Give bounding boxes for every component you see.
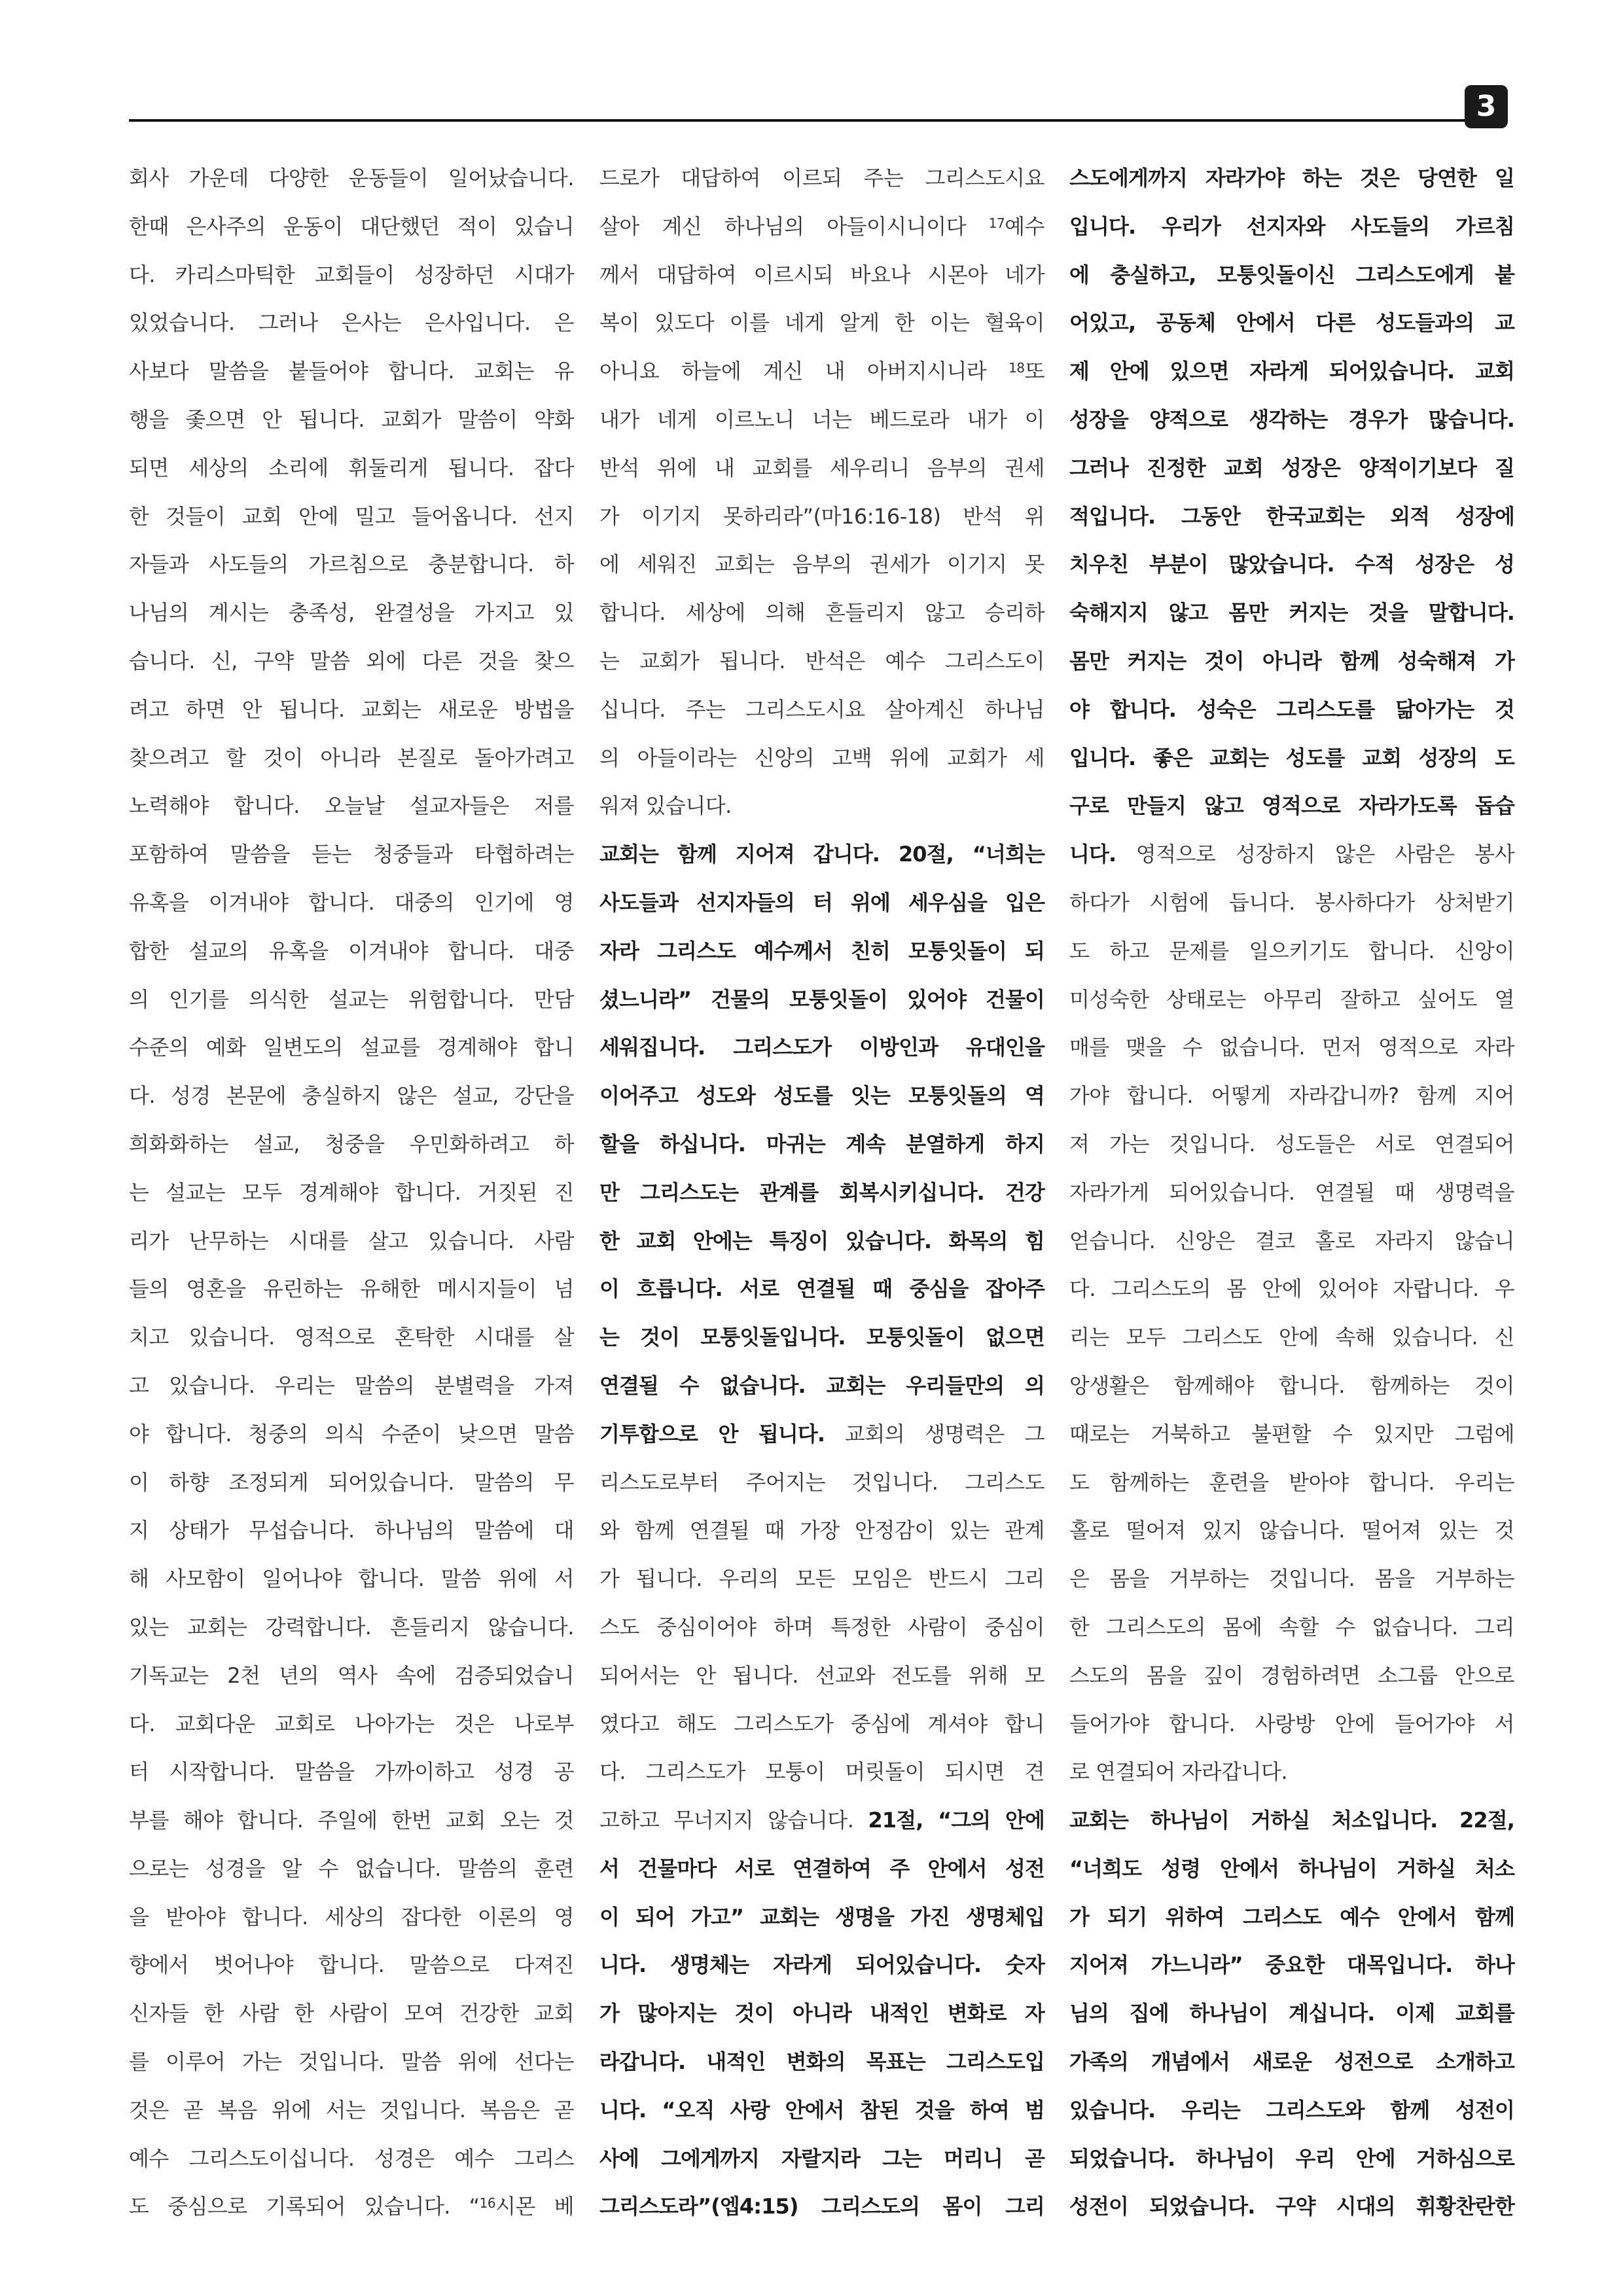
text-line bbox=[599, 976, 1044, 1024]
line-text: 다. 교회다운 교회로 나아가는 것은 나로부 bbox=[129, 1711, 574, 1736]
line-text: 있었습니다. 그러나 은사는 은사입니다. 은 bbox=[129, 310, 574, 336]
line-text: 이 되어 가고” 교회는 생명을 가진 생명체입 bbox=[599, 1904, 1044, 1929]
line-text: 가 되기 위하여 그리스도 예수 안에서 함께 bbox=[1069, 1904, 1514, 1929]
text-line bbox=[599, 1604, 1044, 1652]
text-line bbox=[129, 1314, 574, 1362]
text-line bbox=[1069, 1555, 1514, 1604]
text-line bbox=[129, 541, 574, 589]
line-text: 입니다. 우리가 선지자와 사도들의 가르침 bbox=[1069, 213, 1514, 239]
text-line bbox=[1069, 154, 1514, 203]
line-text: 도 하고 문제를 일으키기도 합니다. 신앙이 bbox=[1069, 938, 1514, 963]
text-line bbox=[1069, 1072, 1514, 1121]
line-text: 어있고, 공동체 안에서 다른 성도들과의 교 bbox=[1069, 310, 1514, 336]
text-line bbox=[599, 1121, 1044, 1169]
line-text: 아니요 하늘에 계신 내 아버지시니라 bbox=[599, 359, 1009, 384]
text-line bbox=[129, 1265, 574, 1314]
text-line bbox=[129, 2183, 574, 2231]
text-line bbox=[129, 1362, 574, 1410]
text-line bbox=[599, 1797, 1044, 1845]
verse-number: 18 bbox=[1008, 360, 1025, 376]
line-text: 부를 해야 합니다. 주일에 한번 교회 오는 것 bbox=[129, 1808, 574, 1833]
line-text: 니다. “오직 사랑 안에서 참된 것을 하여 범 bbox=[599, 2097, 1044, 2123]
text-line bbox=[129, 348, 574, 396]
line-text: 워져 있습니다. bbox=[599, 793, 732, 819]
text-line bbox=[129, 782, 574, 831]
text-line bbox=[129, 1217, 574, 1266]
text-line bbox=[129, 1507, 574, 1555]
text-line bbox=[129, 1700, 574, 1749]
text-line bbox=[599, 1507, 1044, 1555]
line-text: 기투합으로 안 됩니다. bbox=[599, 1421, 825, 1446]
text-line bbox=[599, 493, 1044, 541]
line-text: 노력해야 합니다. 오늘날 설교자들은 저를 bbox=[129, 793, 574, 819]
text-line bbox=[599, 2038, 1044, 2087]
text-line bbox=[599, 396, 1044, 444]
text-line bbox=[1069, 2087, 1514, 2135]
line-text: 찾으려고 할 것이 아니라 본질로 돌아가려고 bbox=[129, 745, 574, 770]
text-line bbox=[129, 1845, 574, 1893]
text-line bbox=[129, 251, 574, 300]
line-text: 리가 난무하는 시대를 살고 있습니다. 사람 bbox=[129, 1228, 574, 1253]
text-line bbox=[129, 1169, 574, 1217]
text-line bbox=[599, 1941, 1044, 1990]
line-text: 다. 성경 본문에 충실하지 않은 설교, 강단을 bbox=[129, 1083, 574, 1109]
line-text: 의 아들이라는 신앙의 고백 위에 교회가 세 bbox=[599, 745, 1044, 770]
text-line bbox=[1069, 1507, 1514, 1555]
text-line bbox=[599, 2183, 1044, 2231]
line-text: 지 상태가 무섭습니다. 하나님의 말씀에 대 bbox=[129, 1518, 574, 1543]
text-line bbox=[129, 927, 574, 976]
text-line bbox=[599, 734, 1044, 783]
text-line bbox=[129, 396, 574, 444]
line-text: 자라가게 되어있습니다. 연결될 때 생명력을 bbox=[1069, 1179, 1514, 1205]
text-line bbox=[1069, 1410, 1514, 1459]
text-line bbox=[129, 734, 574, 783]
text-line bbox=[1069, 637, 1514, 686]
text-line bbox=[1069, 1652, 1514, 1700]
text-line bbox=[129, 493, 574, 541]
line-text: 는 것이 모퉁잇돌입니다. 모퉁잇돌이 없으면 bbox=[599, 1325, 1044, 1350]
line-text: 로 연결되어 자라갑니다. bbox=[1069, 1759, 1288, 1785]
line-text: 행을 좇으면 안 됩니다. 교회가 말씀이 약화 bbox=[129, 406, 574, 432]
text-line bbox=[129, 1121, 574, 1169]
line-text: 그리스도라”(엡4:15) 그리스도의 몸이 그리 bbox=[599, 2194, 1044, 2219]
line-text: 유혹을 이겨내야 합니다. 대중의 인기에 영 bbox=[129, 889, 574, 915]
text-line bbox=[129, 1410, 574, 1459]
text-line bbox=[129, 1604, 574, 1652]
line-text: 은 몸을 거부하는 것입니다. 몸을 거부하는 bbox=[1069, 1566, 1514, 1592]
line-text: 가야 합니다. 어떻게 자라갑니까? 함께 지어 bbox=[1069, 1083, 1514, 1109]
text-line bbox=[1069, 348, 1514, 396]
text-line bbox=[129, 686, 574, 734]
text-line bbox=[599, 2135, 1044, 2183]
line-text: 몸만 커지는 것이 아니라 함께 성숙해져 가 bbox=[1069, 648, 1514, 673]
text-line bbox=[599, 1893, 1044, 1942]
text-line bbox=[1069, 1700, 1514, 1749]
line-text: 기독교는 2천 년의 역사 속에 검증되었습니 bbox=[129, 1662, 574, 1688]
line-text: 의 인기를 의식한 설교는 위험합니다. 만담 bbox=[129, 986, 574, 1012]
text-line bbox=[599, 1362, 1044, 1410]
line-text: 가 많아지는 것이 아니라 내적인 변화로 자 bbox=[599, 2001, 1044, 2026]
text-line bbox=[599, 1169, 1044, 1217]
text-line bbox=[1069, 444, 1514, 493]
text-line bbox=[599, 1217, 1044, 1266]
line-text: 니다. 생명체는 자라게 되어있습니다. 숫자 bbox=[599, 1952, 1044, 1978]
text-line bbox=[1069, 1459, 1514, 1507]
line-text: 때로는 거북하고 불편할 수 있지만 그럼에 bbox=[1069, 1421, 1514, 1446]
line-text: 입니다. 좋은 교회는 성도를 교회 성장의 도 bbox=[1069, 745, 1514, 770]
line-text: 십니다. 주는 그리스도시요 살아계신 하나님 bbox=[599, 696, 1044, 722]
line-text: 를 이루어 가는 것입니다. 말씀 위에 선다는 bbox=[129, 2049, 574, 2075]
line-text: 지어져 가느니라” 중요한 대목입니다. 하나 bbox=[1069, 1952, 1514, 1978]
line-text: 치우친 부분이 많았습니다. 수적 성장은 성 bbox=[1069, 552, 1514, 577]
line-text: 나님의 계시는 충족성, 완결성을 가지고 있 bbox=[129, 600, 574, 626]
text-line bbox=[129, 589, 574, 637]
line-text: 니다. bbox=[1069, 842, 1116, 867]
text-line bbox=[1069, 1169, 1514, 1217]
line-text: 매를 맺을 수 없습니다. 먼저 영적으로 자라 bbox=[1069, 1035, 1514, 1060]
text-line bbox=[599, 1555, 1044, 1604]
text-line bbox=[129, 1024, 574, 1072]
text-line bbox=[1069, 782, 1514, 831]
line-text: 만 그리스도는 관계를 회복시키십니다. 건강 bbox=[599, 1179, 1044, 1205]
line-text: 살아 계신 하나님의 아들이시니이다 bbox=[599, 213, 989, 239]
text-line bbox=[129, 976, 574, 1024]
line-text: 도 중심으로 기록되어 있습니다. “ bbox=[129, 2194, 480, 2219]
text-line bbox=[599, 1748, 1044, 1797]
line-text: 셨느니라” 건물의 모퉁잇돌이 있어야 건물이 bbox=[599, 986, 1044, 1012]
line-text: 교회는 하나님이 거하실 처소입니다. 22절, bbox=[1069, 1808, 1514, 1833]
text-line bbox=[1069, 396, 1514, 444]
line-text: 이어주고 성도와 성도를 잇는 모퉁잇돌의 역 bbox=[599, 1083, 1044, 1109]
line-text: 한때 은사주의 운동이 대단했던 적이 있습니 bbox=[129, 213, 574, 239]
line-text: 세워집니다. 그리스도가 이방인과 유대인을 bbox=[599, 1035, 1044, 1060]
line-text: 가 됩니다. 우리의 모든 모임은 반드시 그리 bbox=[599, 1566, 1044, 1592]
line-text: 님의 집에 하나님이 계십니다. 이제 교회를 bbox=[1069, 2001, 1514, 2026]
line-text: 스도 중심이어야 하며 특정한 사람이 중심이 bbox=[599, 1614, 1044, 1640]
text-line bbox=[129, 1941, 574, 1990]
line-text: 는 교회가 됩니다. 반석은 예수 그리스도이 bbox=[599, 648, 1044, 673]
text-line bbox=[129, 1652, 574, 1700]
line-text: 리스도로부터 주어지는 것입니다. 그리스도 bbox=[599, 1469, 1044, 1495]
line-text: 신자들 한 사람 한 사람이 모여 건강한 교회 bbox=[129, 2001, 574, 2026]
text-line bbox=[129, 1072, 574, 1121]
text-line bbox=[1069, 203, 1514, 251]
line-text: 회사 가운데 다양한 운동들이 일어났습니다. bbox=[129, 166, 574, 190]
line-text: 리는 모두 그리스도 안에 속해 있습니다. 신 bbox=[1069, 1325, 1514, 1350]
line-text: 가족의 개념에서 새로운 성전으로 소개하고 bbox=[1069, 2049, 1514, 2075]
text-line bbox=[1069, 493, 1514, 541]
line-text-tail: 교회의 생명력은 그 bbox=[825, 1421, 1044, 1446]
line-text: 희화화하는 설교, 청중을 우민화하려고 하 bbox=[129, 1131, 574, 1157]
column-right bbox=[1069, 154, 1514, 2231]
text-line bbox=[129, 1459, 574, 1507]
line-text: 향에서 벗어나야 합니다. 말씀으로 다져진 bbox=[129, 1952, 574, 1978]
text-line bbox=[599, 1700, 1044, 1749]
line-text: 성전이 되었습니다. 구약 시대의 휘황찬란한 bbox=[1069, 2194, 1514, 2219]
line-text: 것은 곧 복음 위에 서는 것입니다. 복음은 곧 bbox=[129, 2097, 574, 2123]
text-line bbox=[599, 444, 1044, 493]
line-text: 미성숙한 상태로는 아무리 잘하고 싶어도 열 bbox=[1069, 986, 1514, 1012]
line-text: 복이 있도다 이를 네게 알게 한 이는 혈육이 bbox=[599, 310, 1044, 336]
text-line bbox=[599, 879, 1044, 927]
line-text: 되면 세상의 소리에 휘둘리게 됩니다. 잡다 bbox=[129, 455, 574, 480]
text-line bbox=[1069, 1990, 1514, 2038]
text-line bbox=[599, 2087, 1044, 2135]
line-text: 다. 그리스도가 모퉁이 머릿돌이 되시면 견 bbox=[599, 1759, 1044, 1785]
line-text: 할을 하십니다. 마귀는 계속 분열하게 하지 bbox=[599, 1131, 1044, 1157]
line-text-bold: 21절, “그의 안에 bbox=[868, 1808, 1044, 1833]
text-line bbox=[599, 348, 1044, 396]
line-text: 제 안에 있으면 자라게 되어있습니다. 교회 bbox=[1069, 359, 1514, 384]
line-text: 고하고 무너지지 않습니다. bbox=[599, 1808, 868, 1833]
text-line bbox=[129, 1797, 574, 1845]
text-line bbox=[1069, 1797, 1514, 1845]
text-line bbox=[1069, 879, 1514, 927]
text-line bbox=[129, 299, 574, 348]
line-text: 라갑니다. 내적인 변화의 목표는 그리스도입 bbox=[599, 2049, 1044, 2075]
text-line bbox=[599, 541, 1044, 589]
line-text: 연결될 수 없습니다. 교회는 우리들만의 의 bbox=[599, 1372, 1044, 1398]
text-line bbox=[1069, 1893, 1514, 1942]
text-line bbox=[129, 637, 574, 686]
line-text: 사도들과 선지자들의 터 위에 세우심을 입은 bbox=[599, 889, 1044, 915]
text-line bbox=[599, 1265, 1044, 1314]
line-text: 성장을 양적으로 생각하는 경우가 많습니다. bbox=[1069, 406, 1514, 432]
text-line bbox=[1069, 1314, 1514, 1362]
text-line bbox=[599, 782, 1044, 831]
line-text: 드로가 대답하여 이르되 주는 그리스도시요 bbox=[599, 166, 1044, 190]
text-line bbox=[599, 637, 1044, 686]
text-line bbox=[599, 1990, 1044, 2038]
line-text: 야 합니다. 성숙은 그리스도를 닮아가는 것 bbox=[1069, 696, 1514, 722]
text-line bbox=[1069, 589, 1514, 637]
line-text: 와 함께 연결될 때 가장 안정감이 있는 관계 bbox=[599, 1518, 1044, 1543]
text-line bbox=[129, 879, 574, 927]
line-text: 자라 그리스도 예수께서 친히 모퉁잇돌이 되 bbox=[599, 938, 1044, 963]
line-text: 이 흐릅니다. 서로 연결될 때 중심을 잡아주 bbox=[599, 1276, 1044, 1302]
line-text: 하다가 시험에 듭니다. 봉사하다가 상처받기 bbox=[1069, 889, 1514, 915]
line-text: 예수 그리스도이십니다. 성경은 예수 그리스 bbox=[129, 2145, 574, 2171]
text-line bbox=[1069, 1748, 1514, 1797]
text-line bbox=[1069, 2135, 1514, 2183]
line-text: 내가 네게 이르노니 너는 베드로라 내가 이 bbox=[599, 406, 1044, 432]
text-line bbox=[599, 1072, 1044, 1121]
line-text: 으로는 성경을 알 수 없습니다. 말씀의 훈련 bbox=[129, 1856, 574, 1881]
line-text: 있습니다. 우리는 그리스도와 함께 성전이 bbox=[1069, 2097, 1514, 2123]
text-line bbox=[129, 203, 574, 251]
line-text: 다. 그리스도의 몸 안에 있어야 자랍니다. 우 bbox=[1069, 1276, 1514, 1302]
text-line bbox=[129, 1748, 574, 1797]
line-text: 합니다. 세상에 의해 흔들리지 않고 승리하 bbox=[599, 600, 1044, 626]
line-text: 들어가야 합니다. 사랑방 안에 들어가야 서 bbox=[1069, 1711, 1514, 1736]
text-line bbox=[1069, 1941, 1514, 1990]
text-line bbox=[1069, 1217, 1514, 1266]
line-text: 고 있습니다. 우리는 말씀의 분별력을 가져 bbox=[129, 1372, 574, 1398]
line-text: 에 세워진 교회는 음부의 권세가 이기지 못 bbox=[599, 552, 1044, 577]
text-line bbox=[1069, 686, 1514, 734]
text-line bbox=[599, 831, 1044, 879]
line-text: 서 건물마다 서로 연결하여 주 안에서 성전 bbox=[599, 1856, 1044, 1881]
line-text: 습니다. 신, 구약 말씀 외에 다른 것을 찾으 bbox=[129, 648, 574, 673]
line-text: 는 설교는 모두 경계해야 합니다. 거짓된 진 bbox=[129, 1179, 574, 1205]
text-line bbox=[129, 2038, 574, 2087]
line-text: 터 시작합니다. 말씀을 가까이하고 성경 공 bbox=[129, 1759, 574, 1785]
page-number-badge: 3 bbox=[1465, 85, 1508, 128]
line-text: 교회는 함께 지어져 갑니다. 20절, “너희는 bbox=[599, 842, 1044, 867]
text-line bbox=[1069, 831, 1514, 879]
line-text: 다. 카리스마틱한 교회들이 성장하던 시대가 bbox=[129, 262, 574, 287]
verse-number: 17 bbox=[988, 215, 1005, 231]
line-text: 사에 그에게까지 자랄지라 그는 머리니 곧 bbox=[599, 2145, 1044, 2171]
verse-number: 16 bbox=[479, 2195, 496, 2212]
line-text: 져 가는 것입니다. 성도들은 서로 연결되어 bbox=[1069, 1131, 1514, 1157]
header-rule bbox=[129, 119, 1466, 122]
text-line bbox=[1069, 1265, 1514, 1314]
line-text: 사보다 말씀을 붙들어야 합니다. 교회는 유 bbox=[129, 359, 574, 384]
text-line bbox=[1069, 251, 1514, 300]
line-text: 수준의 예화 일변도의 설교를 경계해야 합니 bbox=[129, 1035, 574, 1060]
line-text: 을 받아야 합니다. 세상의 잡다한 이론의 영 bbox=[129, 1904, 574, 1929]
text-line bbox=[129, 2087, 574, 2135]
text-line bbox=[599, 203, 1044, 251]
line-text-tail: 영적으로 성장하지 않은 사람은 봉사 bbox=[1116, 842, 1514, 867]
line-text: 홀로 떨어져 있지 않습니다. 떨어져 있는 것 bbox=[1069, 1518, 1514, 1543]
line-text: 려고 하면 안 됩니다. 교회는 새로운 방법을 bbox=[129, 696, 574, 722]
text-line bbox=[129, 2135, 574, 2183]
line-text-tail: 예수 bbox=[1005, 213, 1044, 239]
line-text: 스도의 몸을 깊이 경험하려면 소그룹 안으로 bbox=[1069, 1662, 1514, 1688]
text-line bbox=[599, 1314, 1044, 1362]
text-line bbox=[599, 154, 1044, 203]
line-text: 가 이기지 못하리라”(마16:16-18) 반석 위 bbox=[599, 503, 1044, 529]
line-text-tail: 시몬 베 bbox=[495, 2194, 574, 2219]
text-line bbox=[129, 831, 574, 879]
line-text: 합한 설교의 유혹을 이겨내야 합니다. 대중 bbox=[129, 938, 574, 963]
text-line bbox=[1069, 2183, 1514, 2231]
text-line bbox=[1069, 541, 1514, 589]
text-line bbox=[599, 1024, 1044, 1072]
text-line bbox=[1069, 1121, 1514, 1169]
line-text: 숙해지지 않고 몸만 커지는 것을 말합니다. bbox=[1069, 600, 1514, 626]
text-line bbox=[1069, 927, 1514, 976]
line-text: 되어서는 안 됩니다. 선교와 전도를 위해 모 bbox=[599, 1662, 1044, 1688]
line-text: 되었습니다. 하나님이 우리 안에 거하심으로 bbox=[1069, 2145, 1514, 2171]
column-left bbox=[129, 154, 574, 2231]
text-line bbox=[599, 1652, 1044, 1700]
text-line bbox=[129, 444, 574, 493]
line-text: 였다고 해도 그리스도가 중심에 계셔야 합니 bbox=[599, 1711, 1044, 1736]
line-text: 한 교회 안에는 특징이 있습니다. 화목의 힘 bbox=[599, 1228, 1044, 1253]
line-text: 께서 대답하여 이르시되 바요나 시몬아 네가 bbox=[599, 262, 1044, 287]
line-text-tail: 또 bbox=[1024, 359, 1044, 384]
line-text: 한 것들이 교회 안에 밀고 들어옵니다. 선지 bbox=[129, 503, 574, 529]
text-line bbox=[599, 589, 1044, 637]
line-text: 자들과 사도들의 가르침으로 충분합니다. 하 bbox=[129, 552, 574, 577]
line-text: 도 함께하는 훈련을 받아야 합니다. 우리는 bbox=[1069, 1469, 1514, 1495]
text-line bbox=[1069, 1362, 1514, 1410]
text-line bbox=[129, 154, 574, 203]
line-text: 에 충실하고, 모퉁잇돌이신 그리스도에게 붙 bbox=[1069, 262, 1514, 287]
text-line bbox=[129, 1555, 574, 1604]
text-line bbox=[599, 1845, 1044, 1893]
text-line bbox=[599, 1410, 1044, 1459]
line-text: 있는 교회는 강력합니다. 흔들리지 않습니다. bbox=[129, 1614, 574, 1640]
line-text: 앙생활은 함께해야 합니다. 함께하는 것이 bbox=[1069, 1372, 1514, 1398]
text-line bbox=[129, 1893, 574, 1942]
line-text: 그러나 진정한 교회 성장은 양적이기보다 질 bbox=[1069, 455, 1514, 480]
line-text: 적입니다. 그동안 한국교회는 외적 성장에 bbox=[1069, 503, 1514, 529]
text-line bbox=[599, 686, 1044, 734]
line-text: 야 합니다. 청중의 의식 수준이 낮으면 말씀 bbox=[129, 1421, 574, 1446]
text-line bbox=[599, 927, 1044, 976]
line-text: 치고 있습니다. 영적으로 혼탁한 시대를 살 bbox=[129, 1325, 574, 1350]
text-line bbox=[1069, 299, 1514, 348]
text-line bbox=[1069, 2038, 1514, 2087]
line-text: 반석 위에 내 교회를 세우리니 음부의 권세 bbox=[599, 455, 1044, 480]
text-line bbox=[1069, 976, 1514, 1024]
text-line bbox=[1069, 1024, 1514, 1072]
line-text: “너희도 성령 안에서 하나님이 거하실 처소 bbox=[1069, 1856, 1514, 1881]
text-line bbox=[1069, 734, 1514, 783]
text-line bbox=[599, 299, 1044, 348]
line-text: 들의 영혼을 유린하는 유해한 메시지들이 넘 bbox=[129, 1276, 574, 1302]
text-line bbox=[129, 1990, 574, 2038]
line-text: 스도에게까지 자라가야 하는 것은 당연한 일 bbox=[1069, 166, 1514, 190]
line-text: 한 그리스도의 몸에 속할 수 없습니다. 그리 bbox=[1069, 1614, 1514, 1640]
line-text: 해 사모함이 일어나야 합니다. 말씀 위에 서 bbox=[129, 1566, 574, 1592]
text-line bbox=[599, 251, 1044, 300]
column-middle bbox=[599, 154, 1044, 2231]
text-line bbox=[599, 1459, 1044, 1507]
line-text: 얻습니다. 신앙은 결코 홀로 자라지 않습니 bbox=[1069, 1228, 1514, 1253]
line-text: 포함하여 말씀을 듣는 청중들과 타협하려는 bbox=[129, 842, 574, 867]
text-line bbox=[1069, 1845, 1514, 1893]
line-text: 이 하향 조정되게 되어있습니다. 말씀의 무 bbox=[129, 1469, 574, 1495]
text-line bbox=[1069, 1604, 1514, 1652]
line-text: 구로 만들지 않고 영적으로 자라가도록 돕습 bbox=[1069, 793, 1514, 819]
